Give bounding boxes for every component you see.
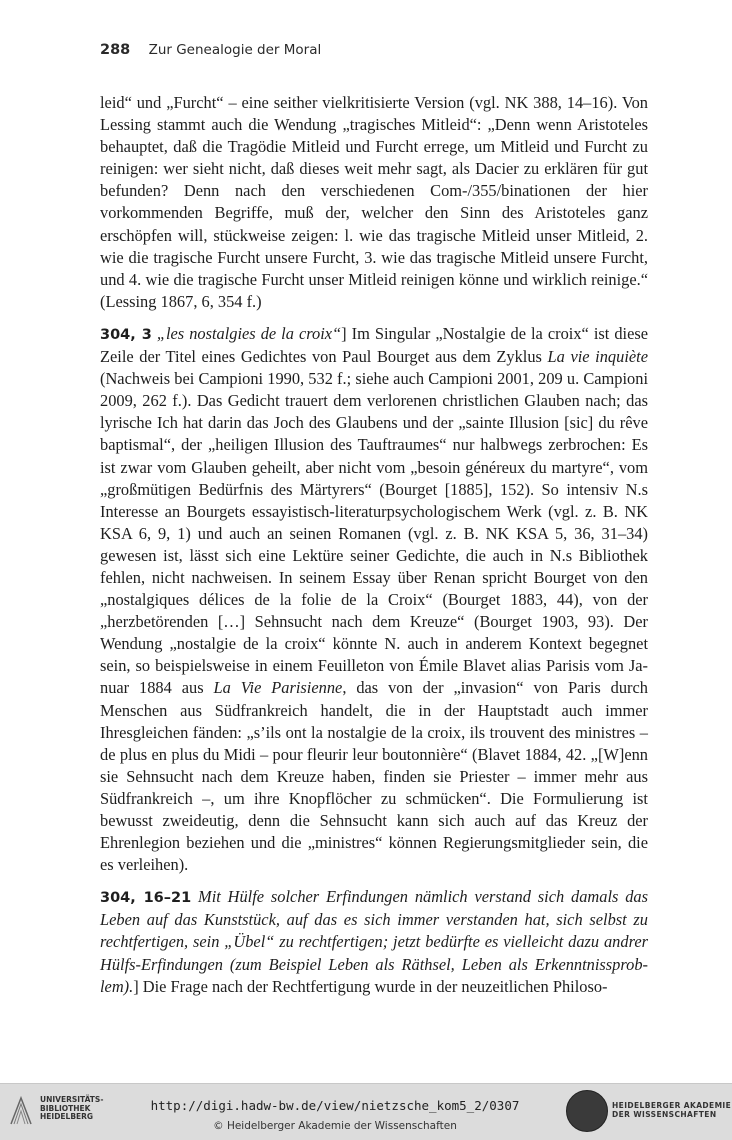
paragraph-text: (Nachweis bei Campioni 1990, 532 f.; siehe auch Campioni 2001, 209 u. Campioni 2009, 262 f.). Das Gedicht trauert dem verlorenen christlichen Glauben nach; das lyrische Ich hat darin das Joch des Glaubens und der „sainte Illusion [sic] du rêve baptismal“, der „heiligen Illusion des Tauftraumes“ nur halbwegs zerbrochen: Es ist zwar vom Glauben geheilt, aber nicht vom „besoin généreux du martyre“, vom „großmütigen Bedürfnis des Märtyrers“ (Bourget [1885], 152). So intensiv N.s Interesse an Bourgets essayistisch-literaturpsychologischem Werk (vgl. z. B. NK KSA 6, 9, 1) und auch an seinen Romanen (vgl. z. B. NK KSA 5, 36, 31–34) gewesen ist, lässt sich eine Lektüre seiner Gedichte, die auch in N.s Bibliothek fehlen, nicht nachweisen. In seinem Essay über Renan spricht Bourget von den „nostalgiques délices de la folie de la Croix“ (Bourget 1883, 44), von der „herzbetörenden […] Sehnsucht nach dem Kreuze“ (Bourget 1903, 93). Der Wendung „nostalgie de la croix“ könnte N. auch in anderem Kontext begegnet sein, so beispielsweise in einem Feuilleton von Émile Blavet alias Parisis vom Januar 1884 aus	[100, 369, 648, 698]
lemma-quote: La Vie Parisienne	[213, 678, 343, 698]
lemma-reference: 304, 16–21	[100, 890, 192, 907]
university-library-name: UNIVERSITÄTS- BIBLIOTHEK HEIDELBERG	[40, 1095, 104, 1122]
lemma-quote: Mit Hülfe solcher Erfindungen nämlich verstand sich damals das Leben auf das Kunststück, auf das es sich immer verstanden hat, sich selbst zu rechtfertigen, sein „Übel“ zu rechtfertigen; jetzt bedürfte es vielleicht dazu andrer Hülfs-Erfindungen (zum Beispiel Leben als Räthsel, Leben als Erkenntnissproblem).	[100, 887, 648, 996]
commentary-paragraph	[100, 323, 648, 876]
paragraph-text: , das von der „invasion“ von Paris durch Menschen aus Südfrankreich handelt, die in der Hauptstadt auch immer Ihresgleichen fänden: „s’ils ont la nostalgie de la croix, ils trouvent des ministres – de plus en plus du Midi – pour fleurir leur boutonnière“ (Blavet 1884, 42. „[W]enn sie Sehnsucht nach dem Kreuze haben, finden sie Priester – immer mehr aus Südfrankreich –, um ihre Knopflöcher zu schmücken“. Die Formulierung ist bewusst zweideutig, denn die Sehnsucht kann sich auch auf das Kreuz der Ehrenlegion beziehen und die „ministres“ können Regierungsmitglieder sein, die es verleihen).	[100, 678, 648, 875]
paragraph-text: ] Im Singular „Nostalgie de la croix“ ist diese Zeile der Titel eines Gedichtes von Paul Bourget aus dem Zyklus	[100, 323, 648, 367]
commentary-body	[100, 92, 648, 1008]
copyright-notice: © Heidelberger Akademie der Wissenschaften	[213, 1120, 457, 1132]
academy-seal-icon	[566, 1090, 608, 1132]
academy-name: HEIDELBERGER AKADEMIE DER WISSENSCHAFTEN	[612, 1101, 732, 1119]
lemma-quote: La vie inquiète	[547, 347, 648, 367]
permalink-url[interactable]: http://digi.hadw-bw.de/view/nietzsche_kom5_2/0307	[150, 1098, 520, 1113]
running-title: Zur Genealogie der Moral	[148, 42, 322, 58]
lemma-reference: 304, 3	[100, 326, 152, 343]
page-number: 288	[100, 42, 131, 58]
paragraph-text: leid“ und „Furcht“ – eine seither vielkritisierte Version (vgl. NK 388, 14–16). Von Lessing stammt auch die Wendung „tragisches Mitleid“: „Denn wenn Aristoteles behauptet, daß die Tragödie Mitleid und Furcht errege, um Mitleid und Furcht zu reinigen: wer sieht nicht, daß dieses weit mehr sagt, als Dacier zu erklären für gut befunden? Denn nach den verschiedenen Com-/355/binationen der hier vorkommenden Begriffe, muß der, welcher den Sinn des Aristoteles ganz erschöpfen will, stückweise zeigen: l. wie das tragische Mitleid unser Mitleid, 2. wie die tragische Furcht unsere Furcht, 3. wie das tragische Mitleid unsere Furcht, und 4. wie die tragische Furcht unser Mitleid reinigen könne und wirklich reinige.“ (Lessing 1867, 6, 354 f.)	[100, 93, 648, 311]
paragraph-text: ] Die Frage nach der Rechtfertigung wurde in der neuzeitlichen Philoso-	[133, 976, 608, 996]
footer-bar	[0, 1083, 732, 1140]
commentary-paragraph	[100, 92, 648, 313]
university-library-logo-icon	[8, 1094, 34, 1128]
lemma-quote: „les nostalgies de la croix“	[151, 323, 342, 343]
running-header	[100, 42, 648, 58]
commentary-paragraph	[100, 886, 648, 997]
